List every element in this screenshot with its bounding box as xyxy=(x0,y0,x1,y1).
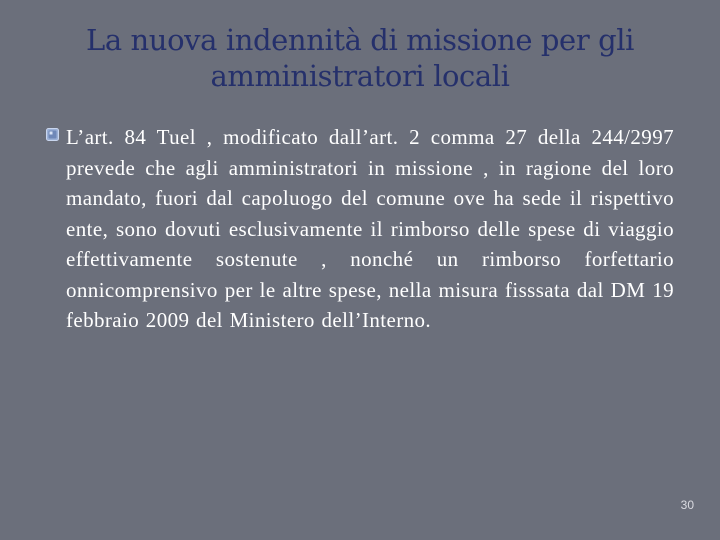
bullet-text: L’art. 84 Tuel , modificato dall’art. 2 comma 27 della 244/2997 prevede che agli amministratori in missione , in ragione del loro mandato, fuori dal capoluogo del comune ove ha sede il rispettivo ente, sono dovuti esclusivamente il rimborso delle spese di viaggio effettivamente sostenute , nonché un rimborso forfettario onnicomprensivo per le altre spese, nella misura fisssata dal DM 19 febbraio 2009 del Ministero dell’Interno. xyxy=(66,125,674,332)
slide-body xyxy=(46,122,674,336)
page-number: 30 xyxy=(680,498,694,512)
checkbox-bullet-icon xyxy=(46,128,59,141)
slide-title-line-1: La nuova indennità di missione per gli xyxy=(85,23,635,57)
slide-title xyxy=(20,22,700,94)
bullet-item xyxy=(46,122,674,336)
slide-title-line-2: amministratori locali xyxy=(210,59,510,93)
